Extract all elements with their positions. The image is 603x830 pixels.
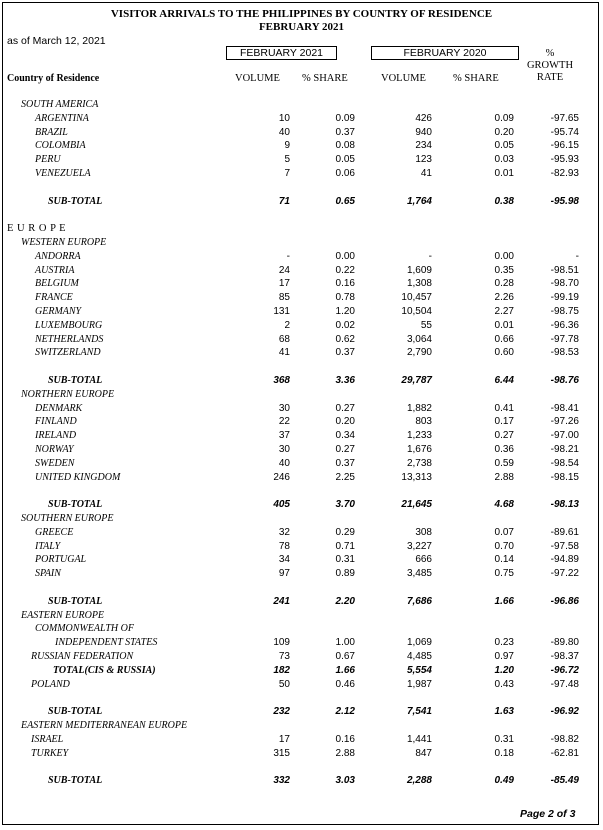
share-2021-cell: 0.06 [335, 168, 355, 179]
volume-2020-cell: 1,233 [406, 430, 432, 442]
country-name: SPAIN [35, 568, 61, 580]
share-2020-cell: 0.38 [494, 195, 514, 207]
growth-rate-cell: -97.65 [550, 112, 579, 124]
growth-rate-cell: -98.82 [550, 733, 579, 745]
share-2020-cell: 0.49 [494, 775, 514, 787]
page-number: Page 2 of 3 [520, 808, 576, 820]
share-2021-header: % SHARE [302, 73, 348, 84]
country-name: PERU [35, 154, 61, 166]
share-2020-cell: 0.09 [494, 112, 514, 124]
country-name: VENEZUELA [35, 168, 91, 179]
country-name: SUB-TOTAL [48, 706, 103, 718]
share-2021-cell: 0.08 [335, 140, 355, 152]
share-2021-cell: 0.46 [335, 678, 355, 690]
share-2020-cell: 0.66 [494, 333, 514, 345]
country-name: DENMARK [35, 402, 83, 414]
volume-2021-cell: 85 [278, 292, 290, 304]
volume-2020-cell: 10,457 [401, 292, 432, 304]
volume-2020-cell: 41 [420, 168, 432, 179]
share-2020-cell: 0.43 [494, 678, 514, 690]
growth-rate-cell: -98.37 [550, 651, 579, 662]
country-name: SOUTH AMERICA [21, 99, 99, 110]
share-2020-cell: 0.14 [494, 554, 514, 566]
volume-2021-cell: 246 [273, 471, 290, 483]
share-2020-cell: 0.31 [494, 733, 514, 745]
share-2021-cell: 0.27 [335, 444, 355, 455]
volume-2021-cell: 405 [273, 499, 290, 511]
volume-2021-cell: 232 [273, 706, 290, 718]
growth-rate-cell: -96.86 [550, 595, 579, 607]
volume-2020-cell: 1,987 [406, 678, 432, 690]
growth-rate-cell: -98.75 [550, 306, 579, 317]
growth-rate-cell: -82.93 [550, 168, 579, 179]
share-2021-cell: 0.71 [335, 540, 355, 552]
growth-rate-cell: -89.61 [550, 526, 579, 538]
volume-2020-cell: 2,790 [406, 347, 432, 359]
volume-2020-cell: 3,227 [406, 540, 432, 552]
volume-2021-cell: 68 [278, 333, 290, 345]
country-name: ISRAEL [31, 733, 64, 745]
volume-2020-cell: 1,069 [406, 637, 432, 649]
volume-2021-cell: 2 [284, 319, 290, 331]
volume-2021-cell: 30 [278, 444, 290, 455]
share-2021-cell: 0.27 [335, 402, 355, 414]
volume-2021-cell: 97 [278, 568, 290, 580]
growth-rate-cell: -98.54 [550, 457, 579, 469]
country-name: UNITED KINGDOM [35, 471, 121, 483]
country-name: PORTUGAL [35, 554, 87, 566]
volume-2020-cell: 2,288 [406, 775, 432, 787]
period-current-box: FEBRUARY 2021 [226, 46, 337, 60]
share-2021-cell: 2.20 [335, 595, 355, 607]
as-of-date: as of March 12, 2021 [7, 35, 106, 47]
share-2021-cell: 0.16 [335, 278, 355, 290]
volume-2021-cell: 78 [278, 540, 290, 552]
report-page [2, 2, 599, 825]
share-2020-cell: 0.75 [494, 568, 514, 580]
share-2021-cell: 0.09 [335, 112, 355, 124]
volume-2021-cell: 50 [278, 678, 290, 690]
growth-rate-cell: -98.76 [550, 375, 579, 386]
volume-2021-cell: 71 [278, 195, 290, 207]
volume-2020-cell: 3,485 [406, 568, 432, 580]
country-name: BELGIUM [35, 278, 79, 290]
growth-rate-cell: -62.81 [550, 747, 579, 759]
share-2020-cell: 0.17 [494, 416, 514, 428]
volume-2020-cell: 4,485 [406, 651, 432, 662]
country-name: ANDORRA [35, 250, 81, 262]
share-2020-cell: 6.44 [494, 375, 514, 386]
share-2020-cell: 2.88 [494, 471, 514, 483]
country-name: BRAZIL [35, 126, 68, 138]
share-2020-cell: 4.68 [494, 499, 514, 511]
growth-rate-cell: -97.22 [550, 568, 579, 580]
volume-2020-cell: 847 [415, 747, 432, 759]
share-2021-cell: 0.37 [335, 126, 355, 138]
growth-rate-cell: -97.48 [550, 678, 579, 690]
volume-2021-cell: 332 [273, 775, 290, 787]
volume-2021-cell: 7 [284, 168, 290, 179]
growth-rate-cell: -98.13 [550, 499, 579, 511]
share-2020-cell: 0.70 [494, 540, 514, 552]
country-name: SUB-TOTAL [48, 195, 103, 207]
growth-rate-cell: -95.74 [550, 126, 579, 138]
volume-2021-cell: 109 [273, 637, 290, 649]
share-2021-cell: 0.31 [335, 554, 355, 566]
volume-2020-cell: 666 [415, 554, 432, 566]
growth-rate-cell: -96.92 [550, 706, 579, 718]
growth-rate-cell: -98.53 [550, 347, 579, 359]
volume-2020-cell: 5,554 [406, 664, 432, 676]
country-name: RUSSIAN FEDERATION [31, 651, 134, 662]
share-2021-cell: 3.36 [335, 375, 355, 386]
country-name: NORWAY [35, 444, 74, 455]
country-name: SUB-TOTAL [48, 595, 103, 607]
volume-2021-cell: 315 [273, 747, 290, 759]
share-2021-cell: 0.37 [335, 457, 355, 469]
share-2021-cell: 0.34 [335, 430, 355, 442]
volume-2021-cell: 10 [278, 112, 290, 124]
volume-2020-cell: 29,787 [401, 375, 432, 386]
share-2021-cell: 1.20 [335, 306, 355, 317]
volume-2020-header: VOLUME [381, 73, 426, 84]
country-name: SOUTHERN EUROPE [21, 513, 114, 524]
volume-2021-cell: 34 [278, 554, 290, 566]
volume-2020-cell: 3,064 [406, 333, 432, 345]
share-2021-cell: 0.89 [335, 568, 355, 580]
growth-rate-cell: -98.21 [550, 444, 579, 455]
volume-2020-cell: 1,882 [406, 402, 432, 414]
share-2020-cell: 0.41 [494, 402, 514, 414]
share-2020-cell: 1.66 [494, 595, 514, 607]
country-name: LUXEMBOURG [35, 319, 103, 331]
growth-rate-cell: -98.70 [550, 278, 579, 290]
country-column-header: Country of Residence [7, 73, 100, 84]
share-2021-cell: 0.16 [335, 733, 355, 745]
growth-rate-cell: -97.78 [550, 333, 579, 345]
share-2020-cell: 0.20 [494, 126, 514, 138]
country-name: IRELAND [35, 430, 77, 442]
growth-rate-cell: -96.72 [550, 664, 579, 676]
country-name: FRANCE [35, 292, 73, 304]
country-name: SWITZERLAND [35, 347, 101, 359]
share-2021-cell: 3.70 [335, 499, 355, 511]
volume-2020-cell: 123 [415, 154, 432, 166]
volume-2020-cell: 13,313 [401, 471, 432, 483]
volume-2021-cell: 17 [278, 278, 290, 290]
share-2021-cell: 2.12 [335, 706, 355, 718]
share-2021-cell: 0.05 [335, 154, 355, 166]
share-2021-cell: 0.65 [335, 195, 355, 207]
volume-2020-cell: 1,764 [406, 195, 432, 207]
volume-2021-cell: 37 [278, 430, 290, 442]
report-title-line-1: VISITOR ARRIVALS TO THE PHILIPPINES BY COUNTRY OF RESIDENCE [110, 8, 493, 20]
country-name: WESTERN EUROPE [21, 237, 107, 248]
volume-2020-cell: 10,504 [401, 306, 432, 317]
growth-header-rate: RATE [536, 72, 564, 83]
share-2020-cell: 1.20 [494, 664, 514, 676]
growth-rate-cell: -95.98 [550, 195, 579, 207]
country-name: ARGENTINA [35, 112, 89, 124]
growth-rate-cell: -98.51 [550, 264, 579, 276]
share-2021-cell: 0.67 [335, 651, 355, 662]
country-name: FINLAND [35, 416, 77, 428]
country-name: SUB-TOTAL [48, 499, 103, 511]
share-2020-header: % SHARE [453, 73, 499, 84]
volume-2021-cell: 41 [278, 347, 290, 359]
share-2021-cell: 0.29 [335, 526, 355, 538]
share-2020-cell: 0.01 [494, 319, 514, 331]
growth-rate-cell: - [575, 250, 579, 262]
share-2020-cell: 0.05 [494, 140, 514, 152]
share-2020-cell: 0.36 [494, 444, 514, 455]
country-name: SUB-TOTAL [48, 775, 103, 787]
growth-rate-cell: -97.26 [550, 416, 579, 428]
growth-rate-cell: -85.49 [550, 775, 579, 787]
volume-2020-cell: 234 [415, 140, 432, 152]
volume-2021-cell: 17 [278, 733, 290, 745]
period-previous-box: FEBRUARY 2020 [371, 46, 519, 60]
volume-2020-cell: 1,609 [406, 264, 432, 276]
share-2021-cell: 2.25 [335, 471, 355, 483]
volume-2021-cell: 40 [278, 126, 290, 138]
country-name: EASTERN MEDITERRANEAN EUROPE [21, 720, 188, 731]
share-2020-cell: 0.03 [494, 154, 514, 166]
volume-2021-cell: 40 [278, 457, 290, 469]
share-2021-cell: 0.02 [335, 319, 355, 331]
volume-2021-cell: 368 [273, 375, 290, 386]
share-2021-cell: 0.37 [335, 347, 355, 359]
volume-2020-cell: 7,686 [406, 595, 432, 607]
share-2020-cell: 2.26 [494, 292, 514, 304]
share-2020-cell: 0.28 [494, 278, 514, 290]
volume-2021-cell: 182 [273, 664, 290, 676]
volume-2021-cell: 24 [278, 264, 290, 276]
country-name: E U R O P E [7, 223, 67, 235]
country-name: GERMANY [35, 306, 82, 317]
volume-2021-cell: 5 [284, 154, 290, 166]
growth-header-growth: GROWTH [526, 60, 574, 71]
share-2020-cell: 0.01 [494, 168, 514, 179]
share-2020-cell: 0.59 [494, 457, 514, 469]
country-name: TURKEY [31, 747, 69, 759]
volume-2021-cell: 32 [278, 526, 290, 538]
volume-2020-cell: 2,738 [406, 457, 432, 469]
share-2020-cell: 0.60 [494, 347, 514, 359]
share-2021-cell: 0.22 [335, 264, 355, 276]
share-2021-cell: 1.66 [335, 664, 355, 676]
share-2021-cell: 0.78 [335, 292, 355, 304]
growth-rate-cell: -95.93 [550, 154, 579, 166]
volume-2020-cell: 21,645 [401, 499, 432, 511]
share-2021-cell: 0.62 [335, 333, 355, 345]
volume-2020-cell: 940 [415, 126, 432, 138]
volume-2021-cell: 73 [278, 651, 290, 662]
volume-2020-cell: 1,676 [406, 444, 432, 455]
share-2021-cell: 3.03 [335, 775, 355, 787]
share-2020-cell: 0.18 [494, 747, 514, 759]
country-name: NORTHERN EUROPE [21, 388, 115, 400]
volume-2021-cell: 22 [278, 416, 290, 428]
country-name: POLAND [31, 678, 70, 690]
report-title-line-2: FEBRUARY 2021 [258, 21, 345, 33]
volume-2020-cell: - [428, 250, 432, 262]
share-2020-cell: 0.07 [494, 526, 514, 538]
volume-2020-cell: 308 [415, 526, 432, 538]
country-name: ITALY [35, 540, 61, 552]
share-2021-cell: 2.88 [335, 747, 355, 759]
volume-2020-cell: 55 [420, 319, 432, 331]
country-name: NETHERLANDS [35, 333, 104, 345]
country-name: SWEDEN [35, 457, 75, 469]
share-2020-cell: 1.63 [494, 706, 514, 718]
volume-2020-cell: 426 [415, 112, 432, 124]
volume-2020-cell: 1,308 [406, 278, 432, 290]
growth-rate-cell: -98.41 [550, 402, 579, 414]
share-2020-cell: 0.23 [494, 637, 514, 649]
country-name: COLOMBIA [35, 140, 86, 152]
growth-rate-cell: -96.36 [550, 319, 579, 331]
share-2020-cell: 0.00 [494, 250, 514, 262]
country-name: GREECE [35, 526, 74, 538]
volume-2021-cell: 9 [284, 140, 290, 152]
share-2021-cell: 1.00 [335, 637, 355, 649]
growth-rate-cell: -94.89 [550, 554, 579, 566]
growth-rate-cell: -97.00 [550, 430, 579, 442]
country-name: COMMONWEALTH OF [35, 623, 134, 635]
share-2020-cell: 0.35 [494, 264, 514, 276]
growth-rate-cell: -97.58 [550, 540, 579, 552]
volume-2021-cell: 241 [273, 595, 290, 607]
country-name: SUB-TOTAL [48, 375, 103, 386]
country-name: TOTAL(CIS & RUSSIA) [53, 664, 156, 676]
volume-2020-cell: 803 [415, 416, 432, 428]
growth-rate-cell: -99.19 [550, 292, 579, 304]
growth-rate-cell: -98.15 [550, 471, 579, 483]
share-2021-cell: 0.20 [335, 416, 355, 428]
volume-2021-cell: 131 [273, 306, 290, 317]
country-name: INDEPENDENT STATES [55, 637, 158, 649]
share-2020-cell: 2.27 [494, 306, 514, 317]
volume-2020-cell: 1,441 [406, 733, 432, 745]
share-2021-cell: 0.00 [335, 250, 355, 262]
share-2020-cell: 0.97 [494, 651, 514, 662]
volume-2021-header: VOLUME [235, 73, 280, 84]
country-name: EASTERN EUROPE [21, 609, 105, 621]
volume-2021-cell: 30 [278, 402, 290, 414]
share-2020-cell: 0.27 [494, 430, 514, 442]
growth-header-pct: % [545, 48, 555, 59]
growth-rate-cell: -96.15 [550, 140, 579, 152]
growth-rate-cell: -89.80 [550, 637, 579, 649]
volume-2020-cell: 7,541 [406, 706, 432, 718]
country-name: AUSTRIA [35, 264, 75, 276]
volume-2021-cell: - [286, 250, 290, 262]
